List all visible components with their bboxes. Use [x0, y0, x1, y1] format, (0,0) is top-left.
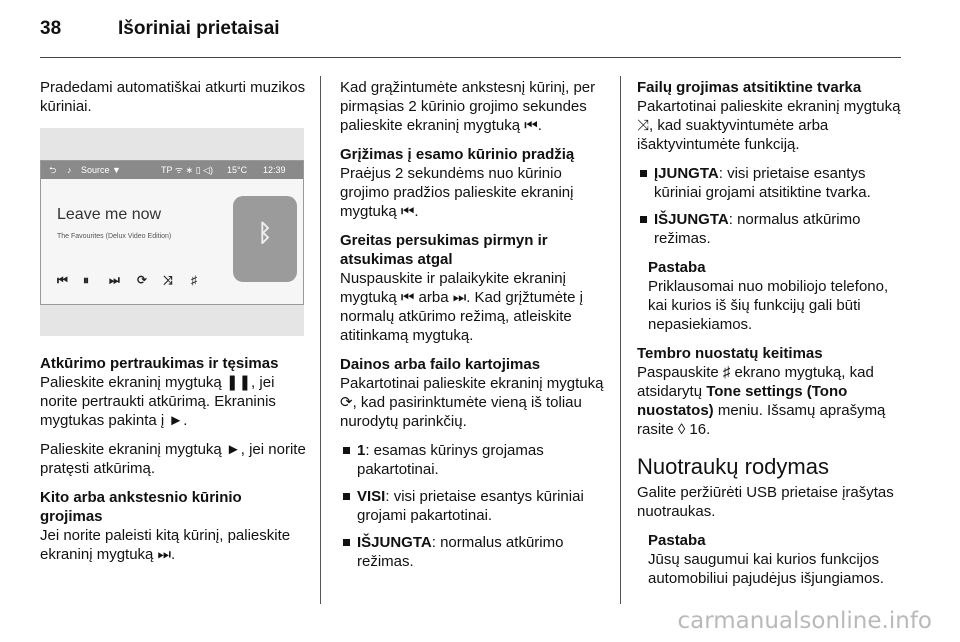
option-key: IŠJUNGTA	[654, 211, 729, 228]
list-item	[340, 533, 610, 571]
list-item	[340, 441, 610, 479]
section-heading: Greitas persukimas pirmyn ir atsukimas atgal	[340, 232, 548, 268]
column-left	[40, 78, 306, 574]
display-status-bar	[41, 161, 303, 179]
shuffle-icon: ⤨	[163, 273, 173, 287]
list-item	[340, 487, 610, 525]
page-header	[40, 18, 280, 48]
menu-name: Tone settings (Tono nuostatos)	[637, 383, 848, 419]
column-divider	[620, 76, 621, 604]
back-arrow-icon: ⮌	[49, 165, 57, 175]
paragraph: Galite peržiūrėti USB prietaise įrašytas nuotraukas.	[637, 484, 894, 520]
option-text: : esamas kūrinys grojamas pakartotinai.	[357, 442, 544, 478]
paragraph: Jei norite paleisti kitą kūrinį, palieskite ekraninį mygtuką ⏭.	[40, 527, 291, 563]
pause-icon: ⏸	[83, 273, 90, 287]
paragraph	[637, 363, 907, 439]
header-divider	[40, 57, 901, 58]
source-label: Source ▼	[81, 165, 121, 175]
section-heading: Grįžimas į esamo kūrinio pradžią	[340, 146, 575, 163]
column-middle	[340, 78, 610, 581]
section-heading: Failų grojimas atsitiktine tvarka	[637, 79, 862, 96]
bluetooth-icon: ᛒ	[257, 220, 273, 247]
tone-settings-icon: ♯	[191, 273, 197, 287]
option-text: : visi prietaise esantys kūriniai grojami pakartotinai.	[357, 488, 584, 524]
repeat-icon: ⟳	[137, 273, 148, 287]
previous-track-icon: ⏮	[57, 273, 68, 287]
option-text: : visi prietaise esantys kūriniai grojami atsitiktine tvarka.	[654, 165, 871, 201]
column-divider	[320, 76, 321, 604]
paragraph: Pakartotinai palieskite ekraninį mygtuką ⤨, kad suaktyvintumėte arba išaktyvintumėte funkciją.	[637, 98, 901, 153]
option-text: : normalus atkūrimo režimas.	[654, 211, 861, 247]
note-box	[648, 258, 907, 334]
option-key: IŠJUNGTA	[357, 534, 432, 551]
note-text: Jūsų saugumui kai kurios funkcijos automobiliui pajudėjus išjungiamos.	[648, 551, 884, 587]
option-text: : normalus atkūrimo režimas.	[357, 534, 564, 570]
watermark: carmanualsonline.info	[677, 608, 932, 634]
list-item	[637, 210, 907, 248]
text-run: meniu. Išsamų aprašymą rasite ◊ 16.	[637, 402, 886, 438]
next-track-icon: ⏭	[109, 273, 120, 287]
note-box	[648, 531, 907, 588]
text-run: Paspauskite ♯ ekrano mygtuką, kad atsidarytų	[637, 364, 874, 400]
paragraph: Pakartotinai palieskite ekraninį mygtuką ⟳, kad pasirinktumėte vieną iš toliau nurodytų parinkčių.	[340, 375, 604, 430]
paragraph: Palieskite ekraninį mygtuką ►, jei norite pratęsti atkūrimą.	[40, 441, 306, 477]
clock: 12:39	[263, 165, 286, 175]
intro-paragraph: Pradedami automatiškai atkurti muzikos kūriniai.	[40, 79, 306, 115]
paragraph: Kad grąžintumėte ankstesnį kūrinį, per pirmąsias 2 kūrinio grojimo sekundes palieskite ekraninį mygtuką ⏮.	[340, 79, 596, 134]
section-heading: Kito arba ankstesnio kūrinio grojimas	[40, 489, 242, 525]
section-heading: Atkūrimo pertraukimas ir tęsimas	[40, 355, 279, 372]
shuffle-options-list	[637, 164, 907, 248]
album-title: The Favourites (Delux Video Edition)	[57, 233, 172, 240]
display-screen	[40, 160, 304, 305]
note-text: Priklausomai nuo mobiliojo telefono, kai kurios iš šių funkcijų gali būti nepasiekiamos.	[648, 278, 889, 333]
repeat-options-list	[340, 441, 610, 571]
option-key: VISI	[357, 488, 386, 505]
temperature: 15°C	[227, 165, 248, 175]
note-title: Pastaba	[648, 532, 706, 549]
paragraph: Palieskite ekraninį mygtuką ❚❚, jei norite pertraukti atkūrimą. Ekraninis mygtukas pakinta į ►.	[40, 374, 276, 429]
chapter-heading: Nuotraukų rodymas	[637, 454, 829, 479]
note-title: Pastaba	[648, 259, 706, 276]
section-heading: Tembro nuostatų keitimas	[637, 345, 823, 362]
list-item	[637, 164, 907, 202]
section-heading: Dainos arba failo kartojimas	[340, 356, 541, 373]
page-title: Išoriniai prietaisai	[118, 18, 280, 39]
bluetooth-tile	[233, 196, 297, 282]
radio-screenshot	[40, 128, 304, 336]
status-icons: TP ᯤ ∗ ▯ ◁)	[161, 165, 213, 175]
music-note-icon: ♪	[67, 165, 72, 175]
column-right	[637, 78, 907, 598]
option-key: 1	[357, 442, 366, 459]
paragraph: Nuspauskite ir palaikykite ekraninį mygtuką ⏮ arba ⏭. Kad grįžtumėte į normalų atkūrimo režimą, atleiskite atitinkamą mygtuką.	[340, 270, 583, 344]
page-number: 38	[40, 18, 62, 39]
paragraph: Praėjus 2 sekundėms nuo kūrinio grojimo pradžios palieskite ekraninį mygtuką ⏮.	[340, 165, 574, 220]
track-title: Leave me now	[57, 206, 162, 223]
option-key: ĮJUNGTA	[654, 165, 719, 182]
